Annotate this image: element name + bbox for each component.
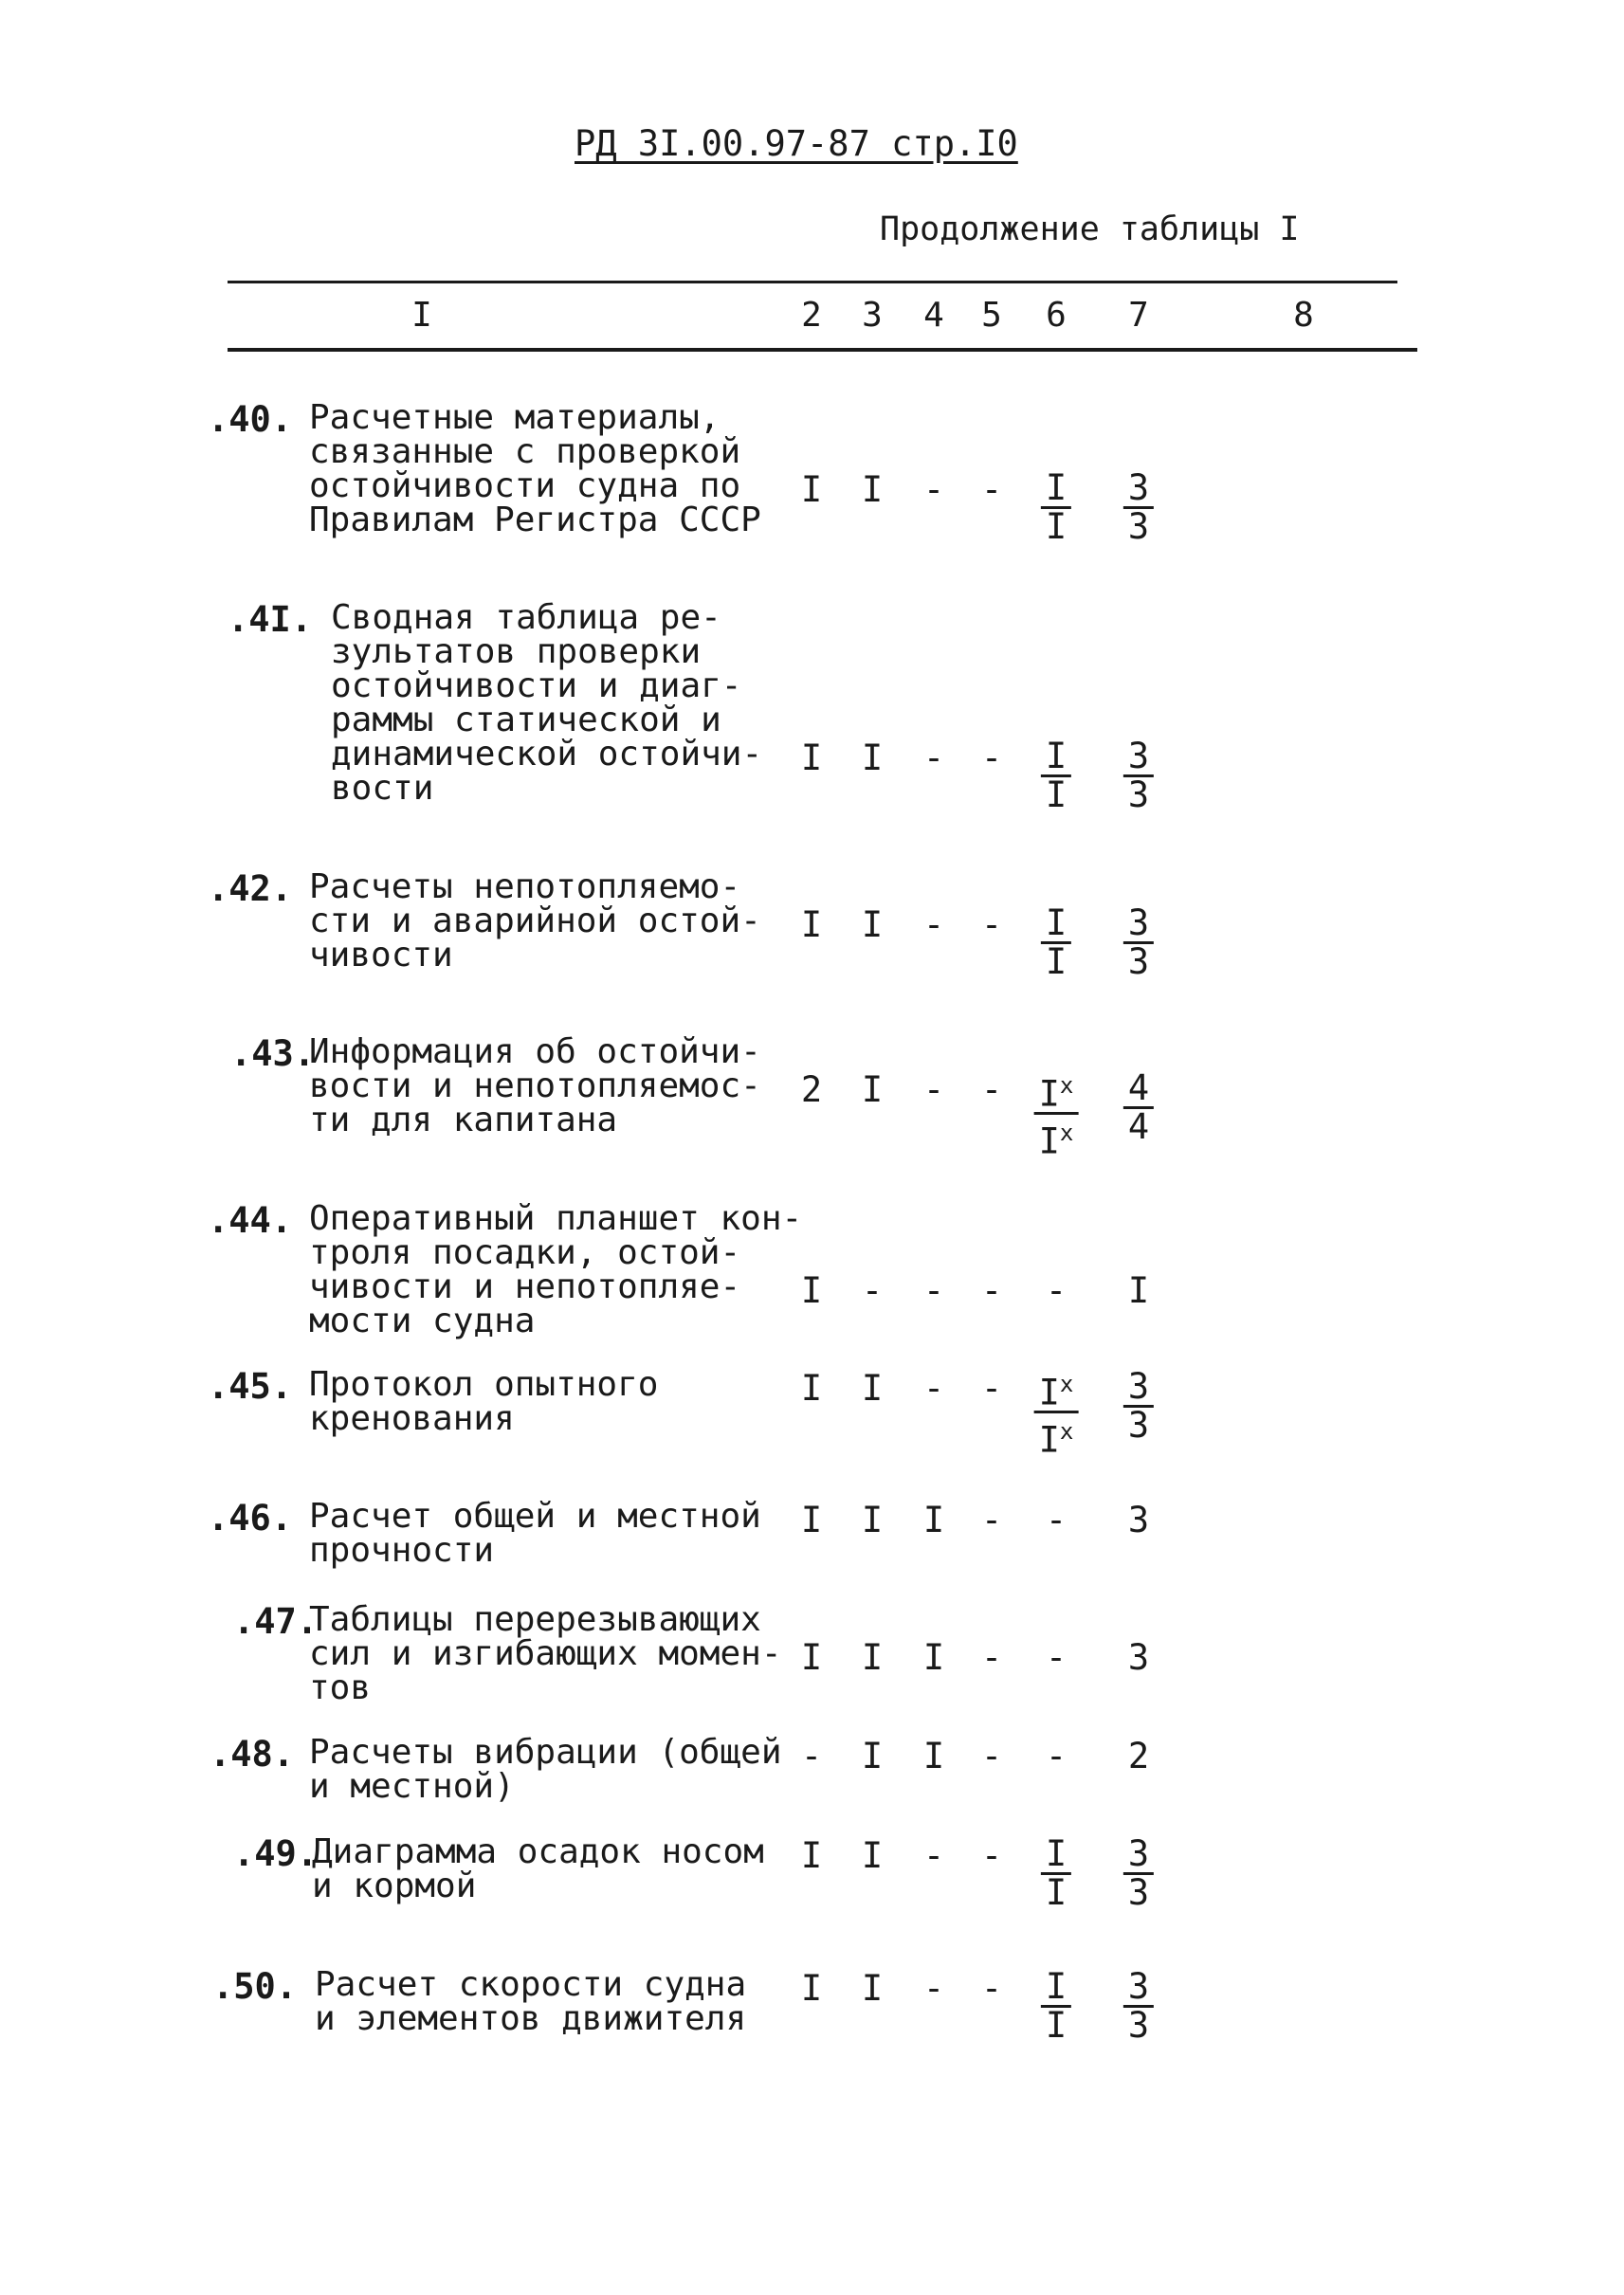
cell-c5: - (980, 1069, 1003, 1110)
cell-c6: - (1045, 1270, 1067, 1311)
numerator-value: 3 (1127, 902, 1150, 943)
cell-c6: - (1045, 1637, 1067, 1678)
fraction (1123, 902, 1154, 982)
cell-c3: I (861, 469, 884, 510)
cell-c7-fraction (1123, 1366, 1154, 1444)
cell-c2: I (800, 1637, 823, 1678)
fraction (1041, 1833, 1071, 1913)
denominator-value: I (1038, 1120, 1060, 1162)
column-header-4: 4 (923, 296, 944, 335)
row-description: Протокол опытного кренования (309, 1365, 659, 1438)
superscript-mark: x (1059, 1072, 1074, 1099)
cell-c5: - (980, 1270, 1003, 1311)
cell-c3: I (861, 1736, 884, 1776)
denominator-value: 3 (1127, 941, 1150, 982)
denominator-value: 3 (1127, 1872, 1150, 1913)
fraction-denominator (1127, 506, 1150, 547)
cell-c2: I (800, 1368, 823, 1409)
row-number: .47. (233, 1601, 319, 1642)
cell-c3: I (861, 1500, 884, 1540)
fraction-denominator (1127, 941, 1150, 982)
fraction (1123, 1067, 1154, 1147)
cell-c4: I (922, 1736, 945, 1776)
fraction-denominator (1127, 1405, 1150, 1446)
fraction-numerator (1123, 1833, 1154, 1875)
cell-c3: I (861, 1968, 884, 2009)
cell-c5: - (980, 1835, 1003, 1876)
cell-c3: I (861, 738, 884, 778)
fraction (1034, 1067, 1079, 1160)
fraction-numerator (1123, 738, 1154, 777)
cell-c2: I (800, 1968, 823, 2009)
fraction (1123, 1833, 1154, 1913)
row-number: .50. (212, 1966, 298, 2007)
column-header-3: 3 (862, 296, 883, 335)
cell-c3: I (861, 1368, 884, 1409)
denominator-value: I (1045, 941, 1067, 982)
cell-c7-fraction (1123, 902, 1154, 980)
cell-c7: 3 (1127, 1637, 1150, 1678)
cell-c6-fraction (1041, 1833, 1071, 1911)
cell-c7: I (1127, 1270, 1150, 1311)
fraction-denominator (1045, 506, 1067, 547)
row-number: .40. (208, 399, 293, 440)
row-number: .46. (208, 1498, 293, 1539)
fraction-numerator (1041, 902, 1071, 944)
fraction-numerator (1041, 738, 1071, 777)
cell-c6: - (1045, 1736, 1067, 1776)
fraction-denominator (1045, 774, 1067, 815)
cell-c7-fraction (1123, 736, 1154, 813)
numerator-value: 3 (1127, 467, 1150, 508)
row-number: .4I. (228, 599, 313, 640)
cell-c4: - (922, 469, 945, 510)
row-number: .45. (208, 1366, 293, 1407)
fraction-numerator (1034, 1366, 1079, 1413)
cell-c3: I (861, 1637, 884, 1678)
cell-c2: I (800, 1270, 823, 1311)
row-description: Расчет общей и местной прочности (309, 1497, 761, 1570)
cell-c7: 3 (1127, 1500, 1150, 1540)
cell-c6-fraction (1041, 467, 1071, 545)
fraction-numerator (1041, 1833, 1071, 1875)
fraction-denominator (1045, 941, 1067, 982)
fraction (1041, 467, 1071, 547)
column-header-2: 2 (801, 296, 822, 335)
row-description: Информация об остойчи- вости и непотопляемос- ти для капитана (309, 1032, 761, 1139)
fraction-numerator (1123, 467, 1154, 509)
row-description: Расчеты непотопляемо- сти и аварийной остой- чивости (309, 867, 761, 974)
fraction-denominator (1045, 2005, 1067, 2046)
cell-c4: - (922, 1968, 945, 2009)
numerator-value: I (1045, 1833, 1067, 1874)
cell-c3: - (861, 1270, 884, 1311)
cell-c5: - (980, 1637, 1003, 1678)
cell-c4: I (922, 1500, 945, 1540)
denominator-value: I (1045, 1872, 1067, 1913)
cell-c7-fraction (1123, 1833, 1154, 1911)
denominator-value: I (1045, 774, 1067, 815)
cell-c5: - (980, 904, 1003, 945)
cell-c4: - (922, 1069, 945, 1110)
fraction-numerator (1041, 467, 1071, 509)
cell-c4: - (922, 1368, 945, 1409)
cell-c7-fraction (1123, 1966, 1154, 2044)
denominator-value: I (1045, 2005, 1067, 2046)
cell-c6-fraction (1041, 736, 1071, 813)
numerator-value: 3 (1127, 1966, 1150, 2007)
numerator-value: 3 (1127, 1366, 1150, 1407)
numerator-value: 3 (1127, 1833, 1150, 1874)
fraction-denominator (1127, 1872, 1150, 1913)
fraction (1041, 1966, 1071, 2046)
fraction-denominator (1127, 774, 1150, 815)
document-code-header: РД 3I.00.97-87 стр.I0 (575, 123, 1018, 164)
fraction-denominator (1045, 1872, 1067, 1913)
fraction-denominator (1038, 1413, 1074, 1461)
numerator-value: I (1045, 736, 1067, 776)
fraction-numerator (1123, 1966, 1154, 2008)
cell-c6: - (1045, 1500, 1067, 1540)
fraction (1123, 467, 1154, 547)
cell-c7-fraction (1123, 467, 1154, 545)
superscript-mark: x (1059, 1120, 1074, 1147)
column-header-6: 6 (1046, 296, 1067, 335)
numerator-value: 4 (1127, 1067, 1150, 1108)
cell-c5: - (980, 1500, 1003, 1540)
denominator-value: 4 (1127, 1106, 1150, 1147)
column-header-1: I (411, 296, 432, 335)
row-description: Диаграмма осадок носом и кормой (312, 1832, 764, 1905)
cell-c5: - (980, 1736, 1003, 1776)
numerator-value: 3 (1127, 736, 1150, 776)
table-top-rule (228, 281, 1397, 283)
table-continuation-label: Продолжение таблицы I (880, 210, 1300, 248)
row-description: Оперативный планшет кон- троля посадки, остой- чивости и непотопляе- мости судна (309, 1199, 803, 1340)
cell-c5: - (980, 1968, 1003, 2009)
cell-c5: - (980, 738, 1003, 778)
cell-c5: - (980, 1368, 1003, 1409)
cell-c2: - (800, 1736, 823, 1776)
numerator-value: I (1045, 1966, 1067, 2007)
numerator-value: I (1045, 467, 1067, 508)
column-header-7: 7 (1128, 296, 1149, 335)
table-header-rule (228, 348, 1417, 352)
cell-c2: I (800, 738, 823, 778)
row-description: Сводная таблица ре- зультатов проверки остойчивости и диаг- раммы статической и динамической остойчи- вости (331, 598, 763, 808)
fraction (1123, 1366, 1154, 1446)
cell-c6-fraction (1034, 1067, 1079, 1160)
row-number: .42. (208, 868, 293, 909)
fraction (1041, 738, 1071, 813)
cell-c2: I (800, 1500, 823, 1540)
denominator-value: 3 (1127, 2005, 1150, 2046)
fraction-numerator (1041, 1966, 1071, 2008)
row-description: Таблицы перерезывающих сил и изгибающих момен- тов (309, 1600, 782, 1707)
cell-c3: I (861, 1069, 884, 1110)
fraction-denominator (1127, 2005, 1150, 2046)
fraction-numerator (1123, 902, 1154, 944)
row-number: .43. (230, 1033, 316, 1074)
denominator-value: 3 (1127, 1405, 1150, 1446)
column-header-5: 5 (981, 296, 1002, 335)
cell-c2: I (800, 1835, 823, 1876)
denominator-value: I (1038, 1419, 1060, 1461)
fraction (1034, 1366, 1079, 1459)
row-description: Расчеты вибрации (общей и местной) (309, 1733, 782, 1806)
cell-c2: I (800, 904, 823, 945)
numerator-value: I (1045, 902, 1067, 943)
denominator-value: 3 (1127, 774, 1150, 815)
cell-c2: I (800, 469, 823, 510)
superscript-mark: x (1059, 1418, 1074, 1446)
cell-c2: 2 (800, 1069, 823, 1110)
cell-c7: 2 (1127, 1736, 1150, 1776)
denominator-value: 3 (1127, 506, 1150, 547)
cell-c4: - (922, 738, 945, 778)
cell-c4: - (922, 1835, 945, 1876)
fraction (1123, 1966, 1154, 2046)
cell-c7-fraction (1123, 1067, 1154, 1145)
column-header-8: 8 (1293, 296, 1314, 335)
cell-c6-fraction (1041, 1966, 1071, 2044)
row-number: .48. (210, 1734, 295, 1775)
numerator-value: I (1038, 1372, 1060, 1413)
fraction-denominator (1038, 1115, 1074, 1162)
fraction-numerator (1034, 1067, 1079, 1115)
row-number: .44. (208, 1200, 293, 1241)
numerator-value: I (1038, 1073, 1060, 1115)
fraction (1123, 738, 1154, 813)
cell-c3: I (861, 1835, 884, 1876)
cell-c6-fraction (1034, 1366, 1079, 1459)
cell-c4: - (922, 1270, 945, 1311)
fraction (1041, 902, 1071, 982)
cell-c6-fraction (1041, 902, 1071, 980)
fraction-denominator (1127, 1106, 1150, 1147)
superscript-mark: x (1059, 1371, 1074, 1397)
cell-c4: - (922, 904, 945, 945)
cell-c5: - (980, 469, 1003, 510)
cell-c3: I (861, 904, 884, 945)
row-description: Расчет скорости судна и элементов движителя (315, 1965, 747, 2038)
fraction-numerator (1123, 1366, 1154, 1408)
row-description: Расчетные материалы, связанные с проверкой остойчивости судна по Правилам Регистра СССР (309, 398, 761, 539)
row-number: .49. (233, 1833, 319, 1874)
cell-c4: I (922, 1637, 945, 1678)
denominator-value: I (1045, 506, 1067, 547)
fraction-numerator (1123, 1067, 1154, 1109)
